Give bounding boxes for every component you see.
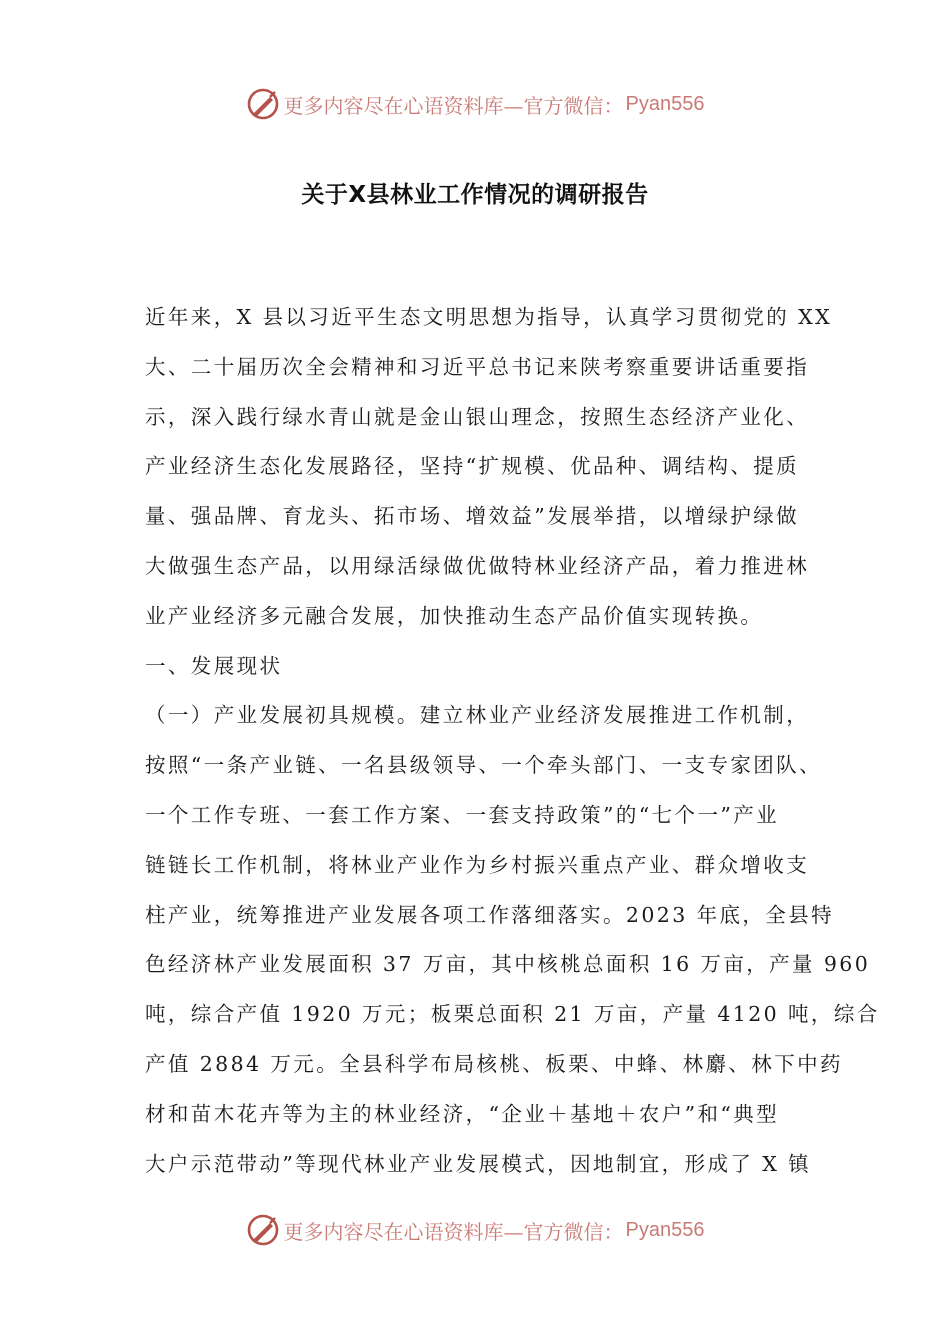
watermark-header — [0, 84, 950, 124]
watermark-wechat-id: Pyan556 — [625, 92, 705, 115]
text-line: 近年来，X 县以习近平生态文明思想为指导，认真学习贯彻党的 XX — [145, 305, 833, 329]
text-line: 吨，综合产值 1920 万元；板栗总面积 21 万亩，产量 4120 吨，综合 — [145, 1002, 880, 1027]
text-line: 产业经济生态化发展路径，坚持“扩规模、优品种、调结构、提质 — [145, 454, 800, 479]
text-line: 业产业经济多元融合发展，加快推动生态产品价值实现转换。 — [145, 603, 764, 628]
watermark-footer — [0, 1210, 950, 1250]
text-line: 按照“一条产业链、一名县级领导、一个牵头部门、一支专家团队、 — [145, 753, 822, 778]
text-line: 产值 2884 万元。全县科学布局核桃、板栗、中蜂、林麝、林下中药 — [145, 1051, 843, 1076]
watermark-wechat-id: Pyan556 — [625, 1218, 705, 1241]
text-line: 柱产业，统筹推进产业发展各项工作落细落实。2023 年底，全县特 — [145, 902, 834, 927]
pen-circle-icon — [246, 87, 280, 121]
document-title: 关于X县林业工作情况的调研报告 — [301, 182, 649, 208]
pen-circle-icon — [246, 1213, 280, 1247]
text-line: 大户示范带动”等现代林业产业发展模式，因地制宜，形成了 X 镇 — [145, 1151, 812, 1176]
text-line: （一）产业发展初具规模。建立林业产业经济发展推进工作机制， — [145, 703, 810, 728]
text-line: 一个工作专班、一套工作方案、一套支持政策”的“七个一”产业 — [145, 802, 780, 827]
watermark-text: 更多内容尽在心语资料库—官方微信： — [283, 1219, 624, 1244]
text-line: 链链长工作机制，将林业产业作为乡村振兴重点产业、群众增收支 — [145, 852, 810, 877]
text-line: 材和苗木花卉等为主的林业经济，“企业＋基地＋农户”和“典型 — [145, 1101, 780, 1126]
document-body — [145, 293, 880, 1189]
text-line: 大、二十届历次全会精神和习近平总书记来陕考察重要讲话重要指 — [145, 354, 810, 379]
text-line: 色经济林产业发展面积 37 万亩，其中核桃总面积 16 万亩，产量 960 — [145, 952, 871, 977]
text-line: 量、强品牌、育龙头、拓市场、增效益”发展举措，以增绿护绿做 — [145, 504, 800, 529]
section-heading: 一、发展现状 — [145, 653, 283, 678]
text-line: 大做强生态产品，以用绿活绿做优做特林业经济产品，着力推进林 — [145, 553, 810, 578]
text-line: 示，深入践行绿水青山就是金山银山理念，按照生态经济产业化、 — [145, 404, 810, 429]
watermark-text: 更多内容尽在心语资料库—官方微信： — [283, 93, 624, 118]
